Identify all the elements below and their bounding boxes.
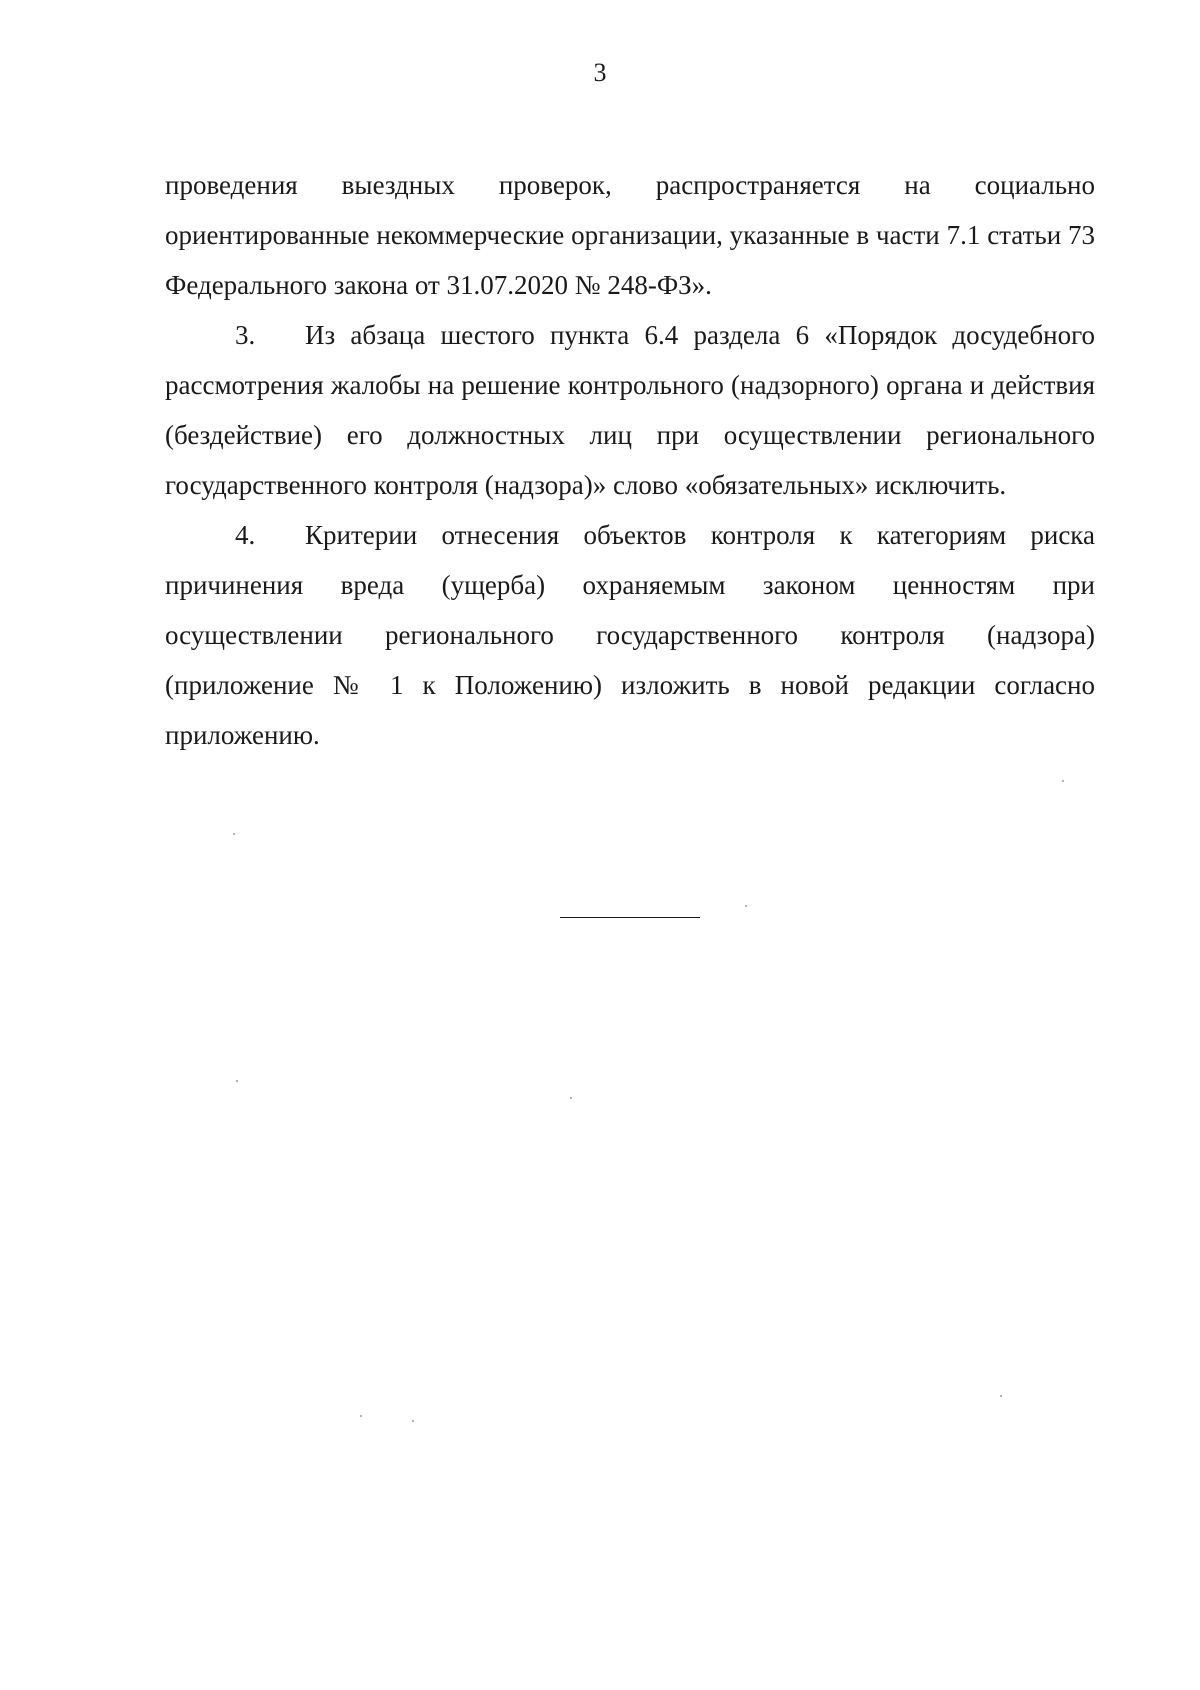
item-text-4: Критерии отнесения объектов контроля к категориям риска причинения вреда (ущерба) охраняемым законом ценностям при осуществлении регионального государственного контроля (надзора) (приложение № 1 к Положению) изложить в новой редакции согласно приложению. (165, 520, 1095, 750)
paragraph-item-4 (165, 510, 1095, 760)
scan-speck (236, 1080, 238, 1082)
item-number-3: 3. (235, 320, 256, 350)
scan-speck (360, 1415, 362, 1417)
scan-speck (570, 1097, 572, 1099)
item-text-3: Из абзаца шестого пункта 6.4 раздела 6 «Порядок досудебного рассмотрения жалобы на решение контрольного (надзорного) органа и действия (бездействие) его должностных лиц при осуществлении регионального государственного контроля (надзора)» слово «обязательных» исключить. (165, 320, 1095, 500)
scan-speck (412, 1420, 414, 1422)
end-of-text-rule (560, 917, 700, 918)
scan-speck (1000, 1395, 1002, 1397)
scan-speck (233, 833, 235, 835)
document-body (165, 160, 1095, 760)
item-number-4: 4. (235, 520, 256, 550)
paragraph-item-3 (165, 310, 1095, 510)
scan-speck (1062, 780, 1064, 782)
page-number: 3 (593, 58, 607, 87)
paragraph-continuation: проведения выездных проверок, распространяется на социально ориентированные некоммерческие организации, указанные в части 7.1 статьи 73 Федерального закона от 31.07.2020 № 248-ФЗ». (165, 170, 1095, 300)
scan-speck (745, 905, 747, 907)
